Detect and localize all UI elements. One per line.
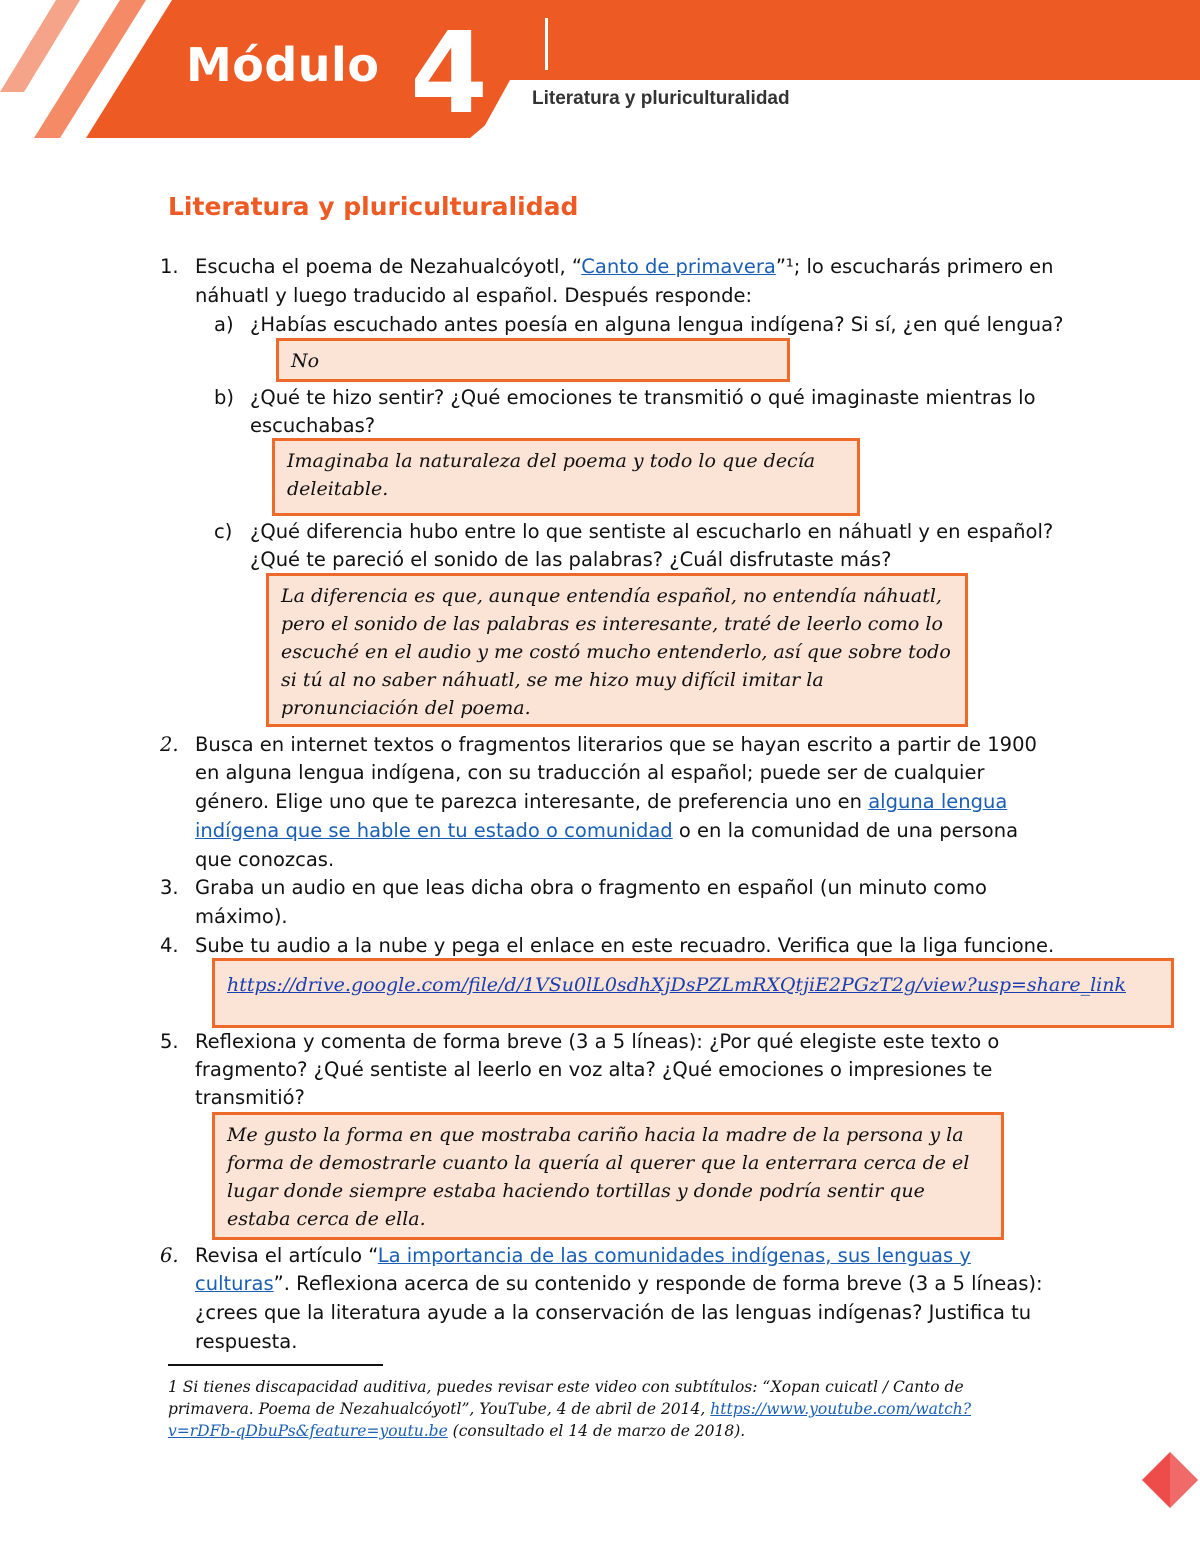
q6-line4: respuesta.	[195, 1330, 298, 1353]
q1b-question-l2: escuchabas?	[250, 414, 376, 437]
articulo-comunidades-link-cont[interactable]: culturas	[195, 1272, 274, 1295]
q1-number: 1.	[160, 255, 179, 278]
q1-line2: náhuatl y luego traducido al español. Después responde:	[195, 284, 753, 307]
q5-answer-box[interactable]: Me gusto la forma en que mostraba cariño hacia la madre de la persona y la forma de demostrarle cuanto la quería al querer que la enterrara cerca de el lugar donde siempre estaba haciendo tortillas y donde podría sentir que estaba cerca de ella.	[212, 1112, 1004, 1240]
q1-line1	[195, 253, 1054, 282]
youtube-link[interactable]: https://www.youtube.com/watch?	[710, 1400, 972, 1418]
footnote	[168, 1376, 1048, 1442]
q4-line1: Sube tu audio a la nube y pega el enlace en este recuadro. Verifica que la liga funcione.	[195, 934, 1055, 957]
articulo-comunidades-link[interactable]: La importancia de las comunidades indígenas, sus lenguas y	[377, 1244, 971, 1267]
q1c-question-l1: ¿Qué diferencia hubo entre lo que sentiste al escucharlo en náhuatl y en español?	[250, 520, 1054, 543]
q5-line1: Reflexiona y comenta de forma breve (3 a 5 líneas): ¿Por qué elegiste este texto o	[195, 1030, 1000, 1053]
q1a-question: ¿Habías escuchado antes poesía en alguna lengua indígena? Si sí, ¿en qué lengua?	[250, 313, 1064, 336]
q1a-label: a)	[214, 313, 234, 336]
footnote-line1: 1 Si tienes discapacidad auditiva, puedes revisar este video con subtítulos: “Xopan cuicatl / Canto de	[168, 1378, 964, 1396]
header-subtitle: Literatura y pluriculturalidad	[532, 88, 790, 109]
q1-text-before: Escucha el poema de Nezahualcóyotl, “	[195, 255, 582, 278]
q2-line3	[195, 788, 1007, 817]
q1c-question-l2: ¿Qué te pareció el sonido de las palabras? ¿Cuál disfrutaste más?	[250, 548, 892, 571]
q5-number: 5.	[160, 1030, 179, 1053]
q4-number: 4.	[160, 934, 179, 957]
q6-line1	[195, 1242, 971, 1271]
q2-line4	[195, 817, 1018, 846]
q5-line2: fragmento? ¿Qué sentiste al leerlo en voz alta? ¿Qué emociones o impresiones te	[195, 1058, 993, 1081]
footnote-line2-text: primavera. Poema de Nezahualcóyotl”, YouTube, 4 de abril de 2014,	[168, 1400, 711, 1418]
page-title: Literatura y pluriculturalidad	[168, 192, 579, 221]
q2-line4-text: o en la comunidad de una persona	[672, 819, 1019, 842]
corner-diamond-decoration	[1140, 1440, 1200, 1520]
q1-text-after: ”¹; lo escucharás primero en	[775, 255, 1054, 278]
footnote-line2	[168, 1398, 1048, 1420]
q3-line2: máximo).	[195, 905, 288, 928]
q6-line2	[195, 1270, 1043, 1299]
header-divider	[545, 18, 548, 70]
q6-line1-text: Revisa el artículo “	[195, 1244, 378, 1267]
footnote-line3-text: (consultado el 14 de marzo de 2018).	[447, 1422, 746, 1440]
q2-line2: en alguna lengua indígena, con su traducción al español; puede ser de cualquier	[195, 761, 985, 784]
q6-line3: ¿crees que la literatura ayude a la conservación de las lenguas indígenas? Justifica tu	[195, 1301, 1032, 1324]
lengua-indigena-link[interactable]: alguna lengua	[868, 790, 1008, 813]
youtube-link-cont[interactable]: v=rDFb-qDbuPs&feature=youtu.be	[168, 1422, 448, 1440]
q5-line3: transmitió?	[195, 1086, 305, 1109]
footnote-separator	[168, 1364, 383, 1366]
lengua-indigena-link-cont[interactable]: indígena que se hable en tu estado o comunidad	[195, 819, 673, 842]
q2-line5: que conozcas.	[195, 848, 335, 871]
module-header	[0, 0, 1200, 138]
q2-line1: Busca en internet textos o fragmentos literarios que se hayan escrito a partir de 1900	[195, 733, 1037, 756]
q2-line3-text: género. Elige uno que te parezca interesante, de preferencia uno en	[195, 790, 869, 813]
q1c-answer-box[interactable]: La diferencia es que, aunque entendía español, no entendía náhuatl, pero el sonido de las palabras es interesante, traté de leerlo como lo escuché en el audio y me costó mucho entenderlo, así que sobre todo si tú al no saber náhuatl, se me hizo muy difícil imitar la pronunciación del poema.	[266, 573, 968, 727]
q4-answer-box	[212, 958, 1174, 1028]
q3-number: 3.	[160, 876, 179, 899]
q6-number: 6.	[160, 1244, 179, 1267]
q1c-label: c)	[214, 520, 233, 543]
q1b-question-l1: ¿Qué te hizo sentir? ¿Qué emociones te transmitió o qué imaginaste mientras lo	[250, 386, 1036, 409]
canto-primavera-link[interactable]: Canto de primavera	[581, 255, 776, 278]
q6-line2-text: ”. Reflexiona acerca de su contenido y responde de forma breve (3 a 5 líneas):	[273, 1272, 1043, 1295]
q2-number: 2.	[160, 733, 179, 756]
module-number: 4	[410, 9, 488, 139]
q1b-answer-box[interactable]: Imaginaba la naturaleza del poema y todo lo que decía deleitable.	[272, 438, 860, 516]
drive-audio-link[interactable]: https://drive.google.com/file/d/1VSu0lL0sdhXjDsPZLmRXQtjiE2PGzT2g/view?usp=share_link	[227, 974, 1126, 996]
header-decoration	[0, 0, 1200, 138]
footnote-line3	[168, 1420, 1048, 1442]
module-word: Módulo	[186, 38, 380, 92]
q3-line1: Graba un audio en que leas dicha obra o fragmento en español (un minuto como	[195, 876, 987, 899]
q1b-label: b)	[214, 386, 234, 409]
q1a-answer-box[interactable]: No	[276, 338, 790, 382]
